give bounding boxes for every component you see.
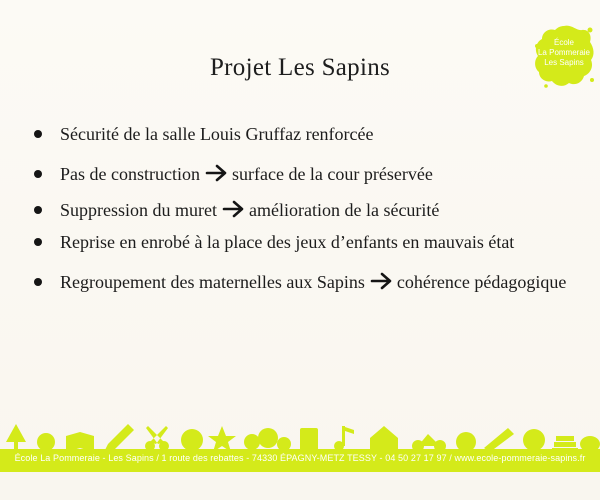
right-arrow-icon	[370, 272, 394, 290]
bullet-text: Sécurité de la salle Louis Gruffaz renforcée	[60, 124, 374, 144]
house-icon	[370, 426, 398, 452]
clock-icon	[523, 429, 545, 451]
logo-line-2: La Pommeraie	[537, 48, 591, 57]
footer-decoration	[0, 418, 600, 452]
bullet-dot-icon	[34, 206, 42, 214]
bullet-cause: Regroupement des maternelles aux Sapins	[60, 272, 365, 292]
bullet-cause: Pas de construction	[60, 164, 200, 184]
calculator-icon	[300, 428, 318, 452]
music-note-icon	[334, 426, 354, 451]
bullet-dot-icon	[34, 238, 42, 246]
bullet-text	[60, 270, 570, 295]
footer-contact-text: École La Pommeraie - Les Sapins / 1 route des rebattes - 74330 ÉPAGNY-METZ TESSY - 04 50 27 17 97 / www.ecole-pommeraie-sapins.fr	[14, 453, 586, 463]
slide-title: Projet Les Sapins	[209, 54, 391, 81]
globe-icon	[181, 429, 203, 452]
bullet-effect: amélioration de la sécurité	[249, 200, 440, 220]
bullet-text	[60, 198, 570, 223]
ruler-icon	[484, 428, 514, 452]
bullet-text	[60, 162, 570, 187]
scissors-icon	[145, 426, 169, 451]
bullet-cause: Suppression du muret	[60, 200, 217, 220]
bullet-effect: surface de la cour préservée	[231, 164, 433, 184]
tree-icon	[6, 424, 26, 452]
bullet-dot-icon	[34, 130, 42, 138]
bullet-effect: cohérence pédagogique	[396, 272, 567, 292]
bullet-text: Reprise en enrobé à la place des jeux d’enfants en mauvais état	[60, 232, 515, 252]
pencil-icon	[104, 424, 134, 452]
ball-icon	[37, 433, 55, 451]
right-arrow-icon	[222, 200, 246, 218]
logo-line-3: Les Sapins	[544, 58, 584, 67]
right-arrow-icon	[205, 164, 229, 182]
bullet-dot-icon	[34, 278, 42, 286]
star-icon	[208, 426, 236, 452]
bubbles-icon	[244, 428, 291, 451]
bullet-dot-icon	[34, 170, 42, 178]
logo-line-1: École	[553, 38, 574, 47]
